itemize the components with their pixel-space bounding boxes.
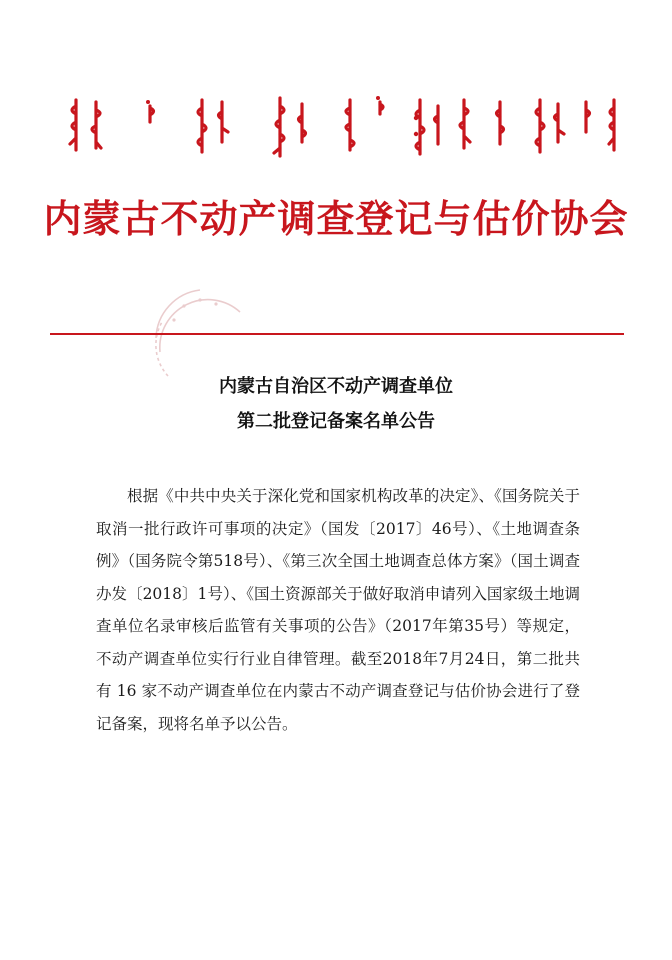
notice-title-line1: 内蒙古自治区不动产调查单位 bbox=[219, 376, 453, 397]
notice-title-line2: 第二批登记备案名单公告 bbox=[237, 411, 435, 432]
organization-name: 内蒙古不动产调查登记与估价协会 bbox=[43, 196, 629, 241]
header-divider bbox=[50, 333, 624, 335]
mongolian-title-logo bbox=[62, 92, 622, 164]
notice-body-paragraph: 根据《中共中央关于深化党和国家机构改革的决定》、《国务院关于取消一批行政许可事项的决定》（国发〔2017〕46号）、《土地调查条例》（国务院令第518号）、《第三次全国土地调查总体方案》（国土调查办发〔2018〕1号）、《国土资源部关于做好取消申请列入国家级土地调查单位名录审核后监管有关事项的公告》（2017年第35号）等规定，不动产调查单位实行行业自律管理。截至2018年7月24日，第二批共有 16 家不动产调查单位在内蒙古不动产调查登记与估价协会进行了登记备案，现将名单予以公告。 bbox=[96, 487, 580, 733]
